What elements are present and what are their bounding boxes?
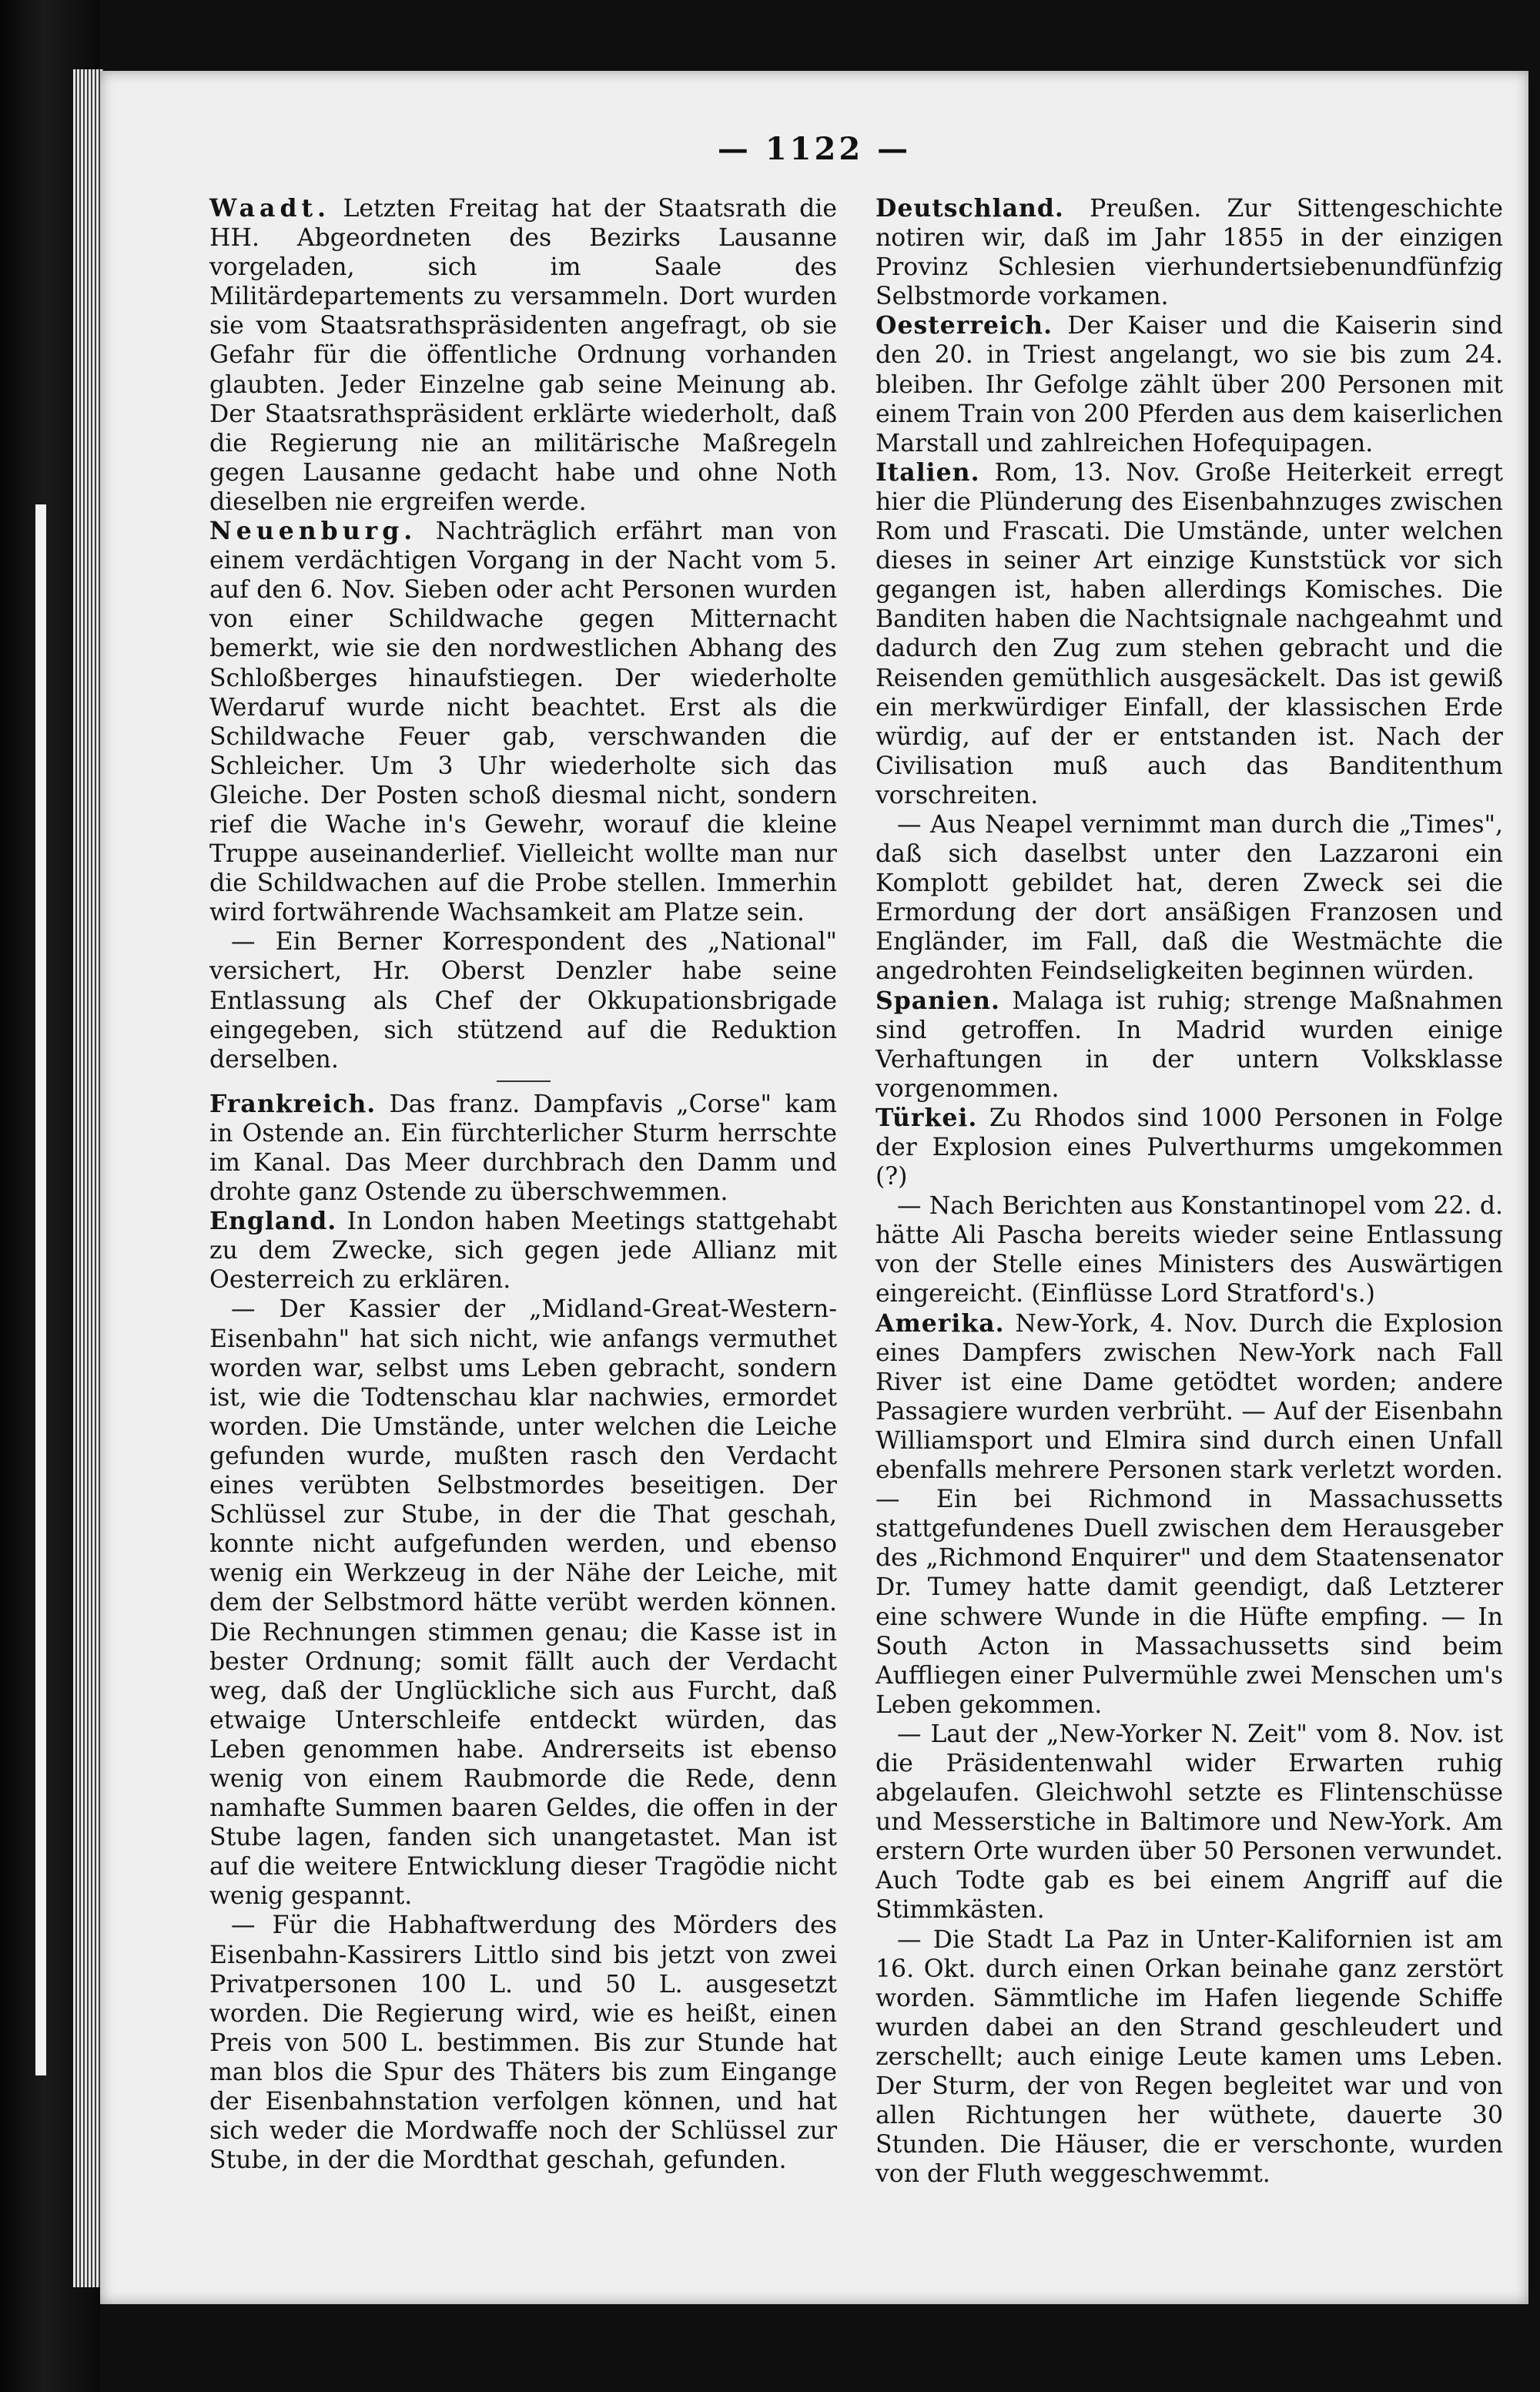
article-text: — Aus Neapel vernimmt man durch die „Times", daß sich daselbst unter den Lazzaroni ein Komplott gebildet hat, deren Zweck sei die Ermordung der dort ansäßigen Franzosen und Engländer, im Fall, daß die Westmächte die angedrohten Feindseligkeiten beginnen würden. xyxy=(875,810,1503,986)
article-text: In London haben Meetings stattgehabt zu dem Zwecke, sich gegen jede Allianz mit Oesterreich zu erklären. xyxy=(209,1208,837,1295)
article-text: Malaga ist ruhig; strenge Maßnahmen sind getroffen. In Madrid wurden einige Verhaftungen in der untern Volksklasse vorgenommen. xyxy=(875,987,1503,1103)
page-number: — 1122 — xyxy=(717,131,912,167)
article-text: Der Kaiser und die Kaiserin sind den 20. in Triest angelangt, wo sie bis zum 24. bleiben. Ihr Gefolge zählt über 200 Personen mit einem Train von 200 Pferden aus dem kaiserlichen Marstall und zahlreichen Hofequipagen. xyxy=(875,312,1503,457)
article xyxy=(875,987,1503,1104)
article xyxy=(209,194,837,517)
article-text: Das franz. Dampfavis „Corse" kam in Ostende an. Ein fürchterlicher Sturm herrschte im Kanal. Das Meer durchbrach den Damm und drohte ganz Ostende zu überschwemmen. xyxy=(209,1090,838,1207)
article xyxy=(209,1090,837,1207)
article xyxy=(875,1309,1503,1720)
article xyxy=(209,1207,837,1295)
article-heading: England. xyxy=(209,1207,337,1236)
article-text: — Ein Berner Korrespondent des „National" versichert, Hr. Oberst Denzler habe seine Entlassung als Chef der Okkupationsbrigade eingegeben, sich stützend auf die Reduktion derselben. xyxy=(209,928,837,1074)
article xyxy=(209,517,837,927)
article-text: Nachträglich erfährt man von einem verdächtigen Vorgang in der Nacht vom 5. auf den 6. Nov. Sieben oder acht Personen wurden von einer Schildwache gegen Mitternacht bemerkt, wie sie den nordwestlichen Abhang des Schloßberges hinaufstiegen. Der wiederholte Werdaruf wurde nicht beachtet. Erst als die Schildwache Feuer gab, verschwanden die Schleicher. Um 3 Uhr wiederholte sich das Gleiche. Der Posten schoß diesmal nicht, sondern rief die Wache in's Gewehr, worauf die kleine Truppe auseinanderlief. Vielleicht wollte man nur die Schildwachen auf die Probe stellen. Immerhin wird fortwährende Wachsamkeit am Platze sein. xyxy=(209,518,837,927)
article xyxy=(209,1911,837,2175)
article-heading: Neuenburg. xyxy=(209,517,417,546)
article-text: Preußen. Zur Sittengeschichte notiren wir, daß im Jahr 1855 in der einzigen Provinz Schlesien vierhundertsiebenundfünfzig Selbstmorde vorkamen. xyxy=(875,195,1504,311)
article-text: New-York, 4. Nov. Durch die Explosion eines Dampfers zwischen New-York nach Fall River ist eine Dame getödtet worden; andere Passagiere wurden verbrüht. — Auf der Eisenbahn Williamsport und Elmira sind durch einen Unfall ebenfalls mehrere Personen stark verletzt worden. — Ein bei Richmond in Massachussetts stattgefundenes Duell zwischen dem Herausgeber des „Richmond Enquirer" und dem Staatensenator Dr. Tumey hatte damit geendigt, daß Letzterer eine schwere Wunde in die Hüfte empfing. — In South Acton in Massachussetts sind beim Auffliegen einer Pulvermühle zwei Menschen um's Leben gekommen. xyxy=(875,1309,1503,1719)
article-text: Zu Rhodos sind 1000 Personen in Folge der Explosion eines Pulverthurms umgekommen (?) xyxy=(875,1104,1503,1191)
article-heading: Amerika. xyxy=(875,1308,1005,1338)
article xyxy=(875,1104,1503,1191)
article xyxy=(875,458,1503,810)
article-text: Letzten Freitag hat der Staatsrath die HH. Abgeordneten des Bezirks Lausanne vorgeladen, sich im Saale des Militärdepartements zu versammeln. Dort wurden sie vom Staatsrathspräsidenten angefragt, ob sie Gefahr für die öffentliche Ordnung vorhanden glaubten. Jeder Einzelne gab seine Meinung ab. Der Staatsrathspräsident erklärte wiederholt, daß die Regierung nie an militärische Maßregeln gegen Lausanne gedacht habe und ohne Noth dieselben nie ergreifen werde. xyxy=(209,195,838,516)
article-text: — Für die Habhaftwerdung des Mörders des Eisenbahn-Kassirers Littlo sind bis jetzt von zwei Privatpersonen 100 L. und 50 L. ausgesetzt worden. Die Regierung wird, wie es heißt, einen Preis von 500 L. bestimmen. Bis zur Stunde hat man blos die Spur des Thäters bis zum Eingange der Eisenbahnstation verfolgen können, und hat sich weder die Mordwaffe noch der Schlüssel zur Stube, in der die Mordthat geschah, gefunden. xyxy=(209,1911,837,2175)
newspaper-page xyxy=(100,71,1528,2304)
article xyxy=(875,311,1503,457)
article xyxy=(209,927,837,1074)
article-heading: Spanien. xyxy=(875,986,1000,1015)
article-text: — Nach Berichten aus Konstantinopel vom 22. d. hätte Ali Pascha bereits wieder seine Entlassung von der Stelle eines Ministers des Auswärtigen eingereicht. (Einflüsse Lord Stratford's.) xyxy=(875,1192,1503,1308)
article-heading: Italien. xyxy=(875,457,980,487)
article-heading: Deutschland. xyxy=(875,194,1064,223)
article xyxy=(875,1720,1503,1925)
article-text: — Die Stadt La Paz in Unter-Kalifornien ist am 16. Okt. durch einen Orkan beinahe ganz zerstört worden. Sämmtliche im Hafen liegende Schiffe wurden dabei an den Strand geschleudert und zerschellt; auch einige Leute kamen ums Leben. Der Sturm, der von Regen begleitet war und von allen Richtungen her wüthete, dauerte 30 Stunden. Die Häuser, die er verschonte, wurden von der Fluth weggeschwemmt. xyxy=(875,1925,1503,2189)
article xyxy=(875,194,1503,311)
article-heading: Türkei. xyxy=(875,1103,978,1132)
page-edges xyxy=(73,69,104,2287)
article xyxy=(875,1191,1503,1308)
article xyxy=(875,1925,1503,2189)
article xyxy=(875,810,1503,987)
article-heading: Oesterreich. xyxy=(875,311,1053,340)
binding-light-strip xyxy=(35,504,46,2075)
article-text: — Der Kassier der „Midland-Great-Western-Eisenbahn" hat sich nicht, wie anfangs vermuthet worden war, selbst ums Leben gebracht, sondern ist, wie die Todtenschau klar nachwies, ermordet worden. Die Umstände, unter welchen die Leiche gefunden wurde, mußten rasch den Verdacht eines verübten Selbstmordes beseitigen. Der Schlüssel zur Stube, in der die That geschah, konnte nicht aufgefunden werden, und ebenso wenig ein Werkzeug in der Nähe der Leiche, mit dem der Selbstmord hätte verübt werden können. Die Rechnungen stimmen genau; die Kasse ist in bester Ordnung; somit fällt auch der Verdacht weg, daß der Unglückliche sich aus Furcht, daß etwaige Unterschleife entdeckt würden, das Leben genommen habe. Andrerseits ist ebenso wenig von einem Raubmorde die Rede, denn namhafte Summen baaren Geldes, die offen in der Stube lagen, fanden sich unangetastet. Man ist auf die weitere Entwicklung dieser Tragödie nicht wenig gespannt. xyxy=(209,1295,837,1911)
article-text: Rom, 13. Nov. Große Heiterkeit erregt hier die Plünderung des Eisenbahnzuges zwischen Rom und Frascati. Die Umstände, unter welchen dieses in seiner Art einzige Kunststück vor sich gegangen ist, haben allerdings Komisches. Die Banditen haben die Nachtsignale nachgeahmt und dadurch den Zug zum stehen gebracht und die Reisenden gemüthlich ausgesäckelt. Das ist gewiß ein merkwürdiger Einfall, der klassischen Erde würdig, auf der er entstanden ist. Nach der Civilisation muß auch das Banditenthum vorschreiten. xyxy=(875,458,1503,809)
article xyxy=(209,1295,837,1911)
section-divider xyxy=(497,1080,551,1082)
article-heading: Frankreich. xyxy=(209,1089,377,1118)
article-text: — Laut der „New-Yorker N. Zeit" vom 8. Nov. ist die Präsidentenwahl wider Erwarten ruhig abgelaufen. Gleichwohl setzte es Flintenschüsse und Messerstiche in Baltimore und New-York. Am erstern Orte wurden über 50 Personen verwundet. Auch Todte gab es bei einem Angriff auf die Stimmkästen. xyxy=(875,1720,1503,1925)
left-column xyxy=(209,194,837,2175)
article-heading: Waadt. xyxy=(209,194,331,223)
right-column xyxy=(875,194,1503,2189)
